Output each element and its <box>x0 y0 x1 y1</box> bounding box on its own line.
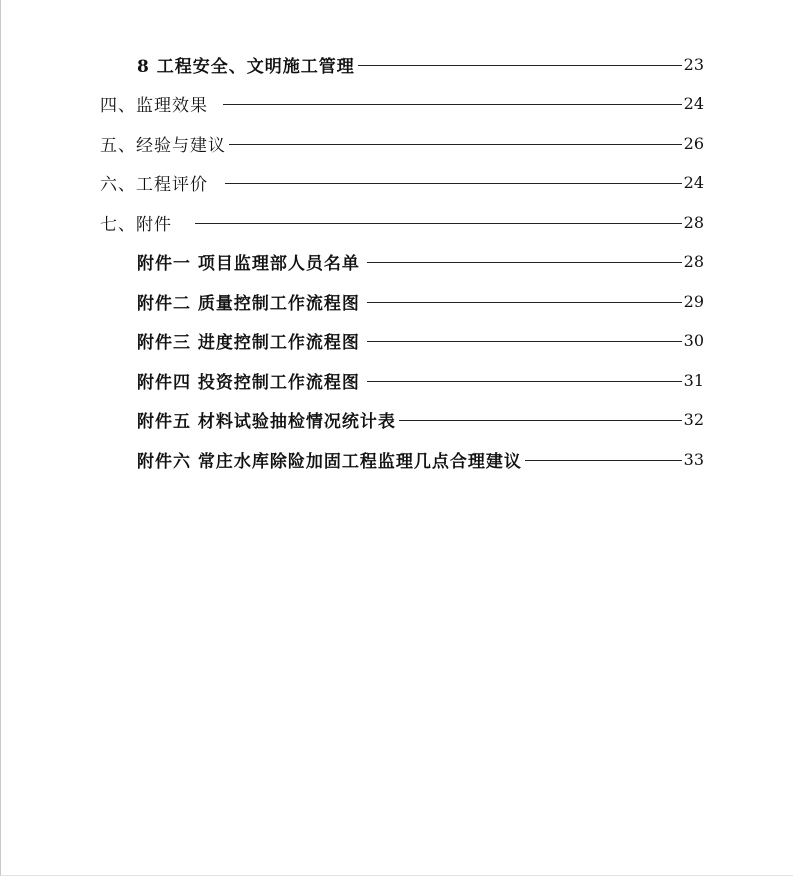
toc-leader-line <box>367 381 682 382</box>
toc-page-number: 32 <box>683 409 704 429</box>
toc-entry-label: 五、经验与建议 <box>100 135 226 156</box>
toc-leader-line <box>367 341 682 342</box>
toc-entry[interactable] <box>100 209 704 235</box>
toc-page-number: 26 <box>683 133 704 153</box>
toc-entry[interactable] <box>137 51 704 77</box>
toc-leader-line <box>223 104 682 105</box>
toc-entry[interactable] <box>100 169 704 195</box>
toc-page-number: 31 <box>683 370 704 390</box>
toc-page-number: 24 <box>683 172 704 192</box>
toc-page-number: 28 <box>683 251 704 271</box>
toc-page-number: 29 <box>683 291 704 311</box>
toc-leader-line <box>358 65 682 66</box>
toc-page-number: 33 <box>683 449 704 469</box>
toc-entry[interactable] <box>137 248 704 274</box>
toc-entry[interactable] <box>100 130 704 156</box>
toc-entry-label: 附件一 项目监理部人员名单 <box>137 253 360 274</box>
toc-page-number: 23 <box>683 54 704 74</box>
toc-leader-line <box>225 183 682 184</box>
toc-leader-line <box>195 223 682 224</box>
toc-entry-label: 8 工程安全、文明施工管理 <box>137 56 355 77</box>
toc-entry[interactable] <box>137 327 704 353</box>
toc-entry[interactable] <box>137 406 704 432</box>
toc-entry[interactable] <box>137 446 704 472</box>
toc-leader-line <box>367 302 682 303</box>
toc-entry-label: 六、工程评价 <box>100 174 208 195</box>
toc-leader-line <box>525 460 682 461</box>
toc-entry-label: 附件四 投资控制工作流程图 <box>137 372 360 393</box>
toc-entry-label: 附件三 进度控制工作流程图 <box>137 332 360 353</box>
toc-entry[interactable] <box>100 90 704 116</box>
toc-entry[interactable] <box>137 367 704 393</box>
toc-entry[interactable] <box>137 288 704 314</box>
toc-leader-line <box>399 420 682 421</box>
toc-page-number: 28 <box>683 212 704 232</box>
toc-entry-label: 附件二 质量控制工作流程图 <box>137 293 360 314</box>
toc-entry-label: 附件五 材料试验抽检情况统计表 <box>137 411 396 432</box>
toc-leader-line <box>367 262 682 263</box>
toc-leader-line <box>229 144 682 145</box>
toc-page-number: 30 <box>683 330 704 350</box>
toc-entry-label: 七、附件 <box>100 214 172 235</box>
toc-page-number: 24 <box>683 93 704 113</box>
toc-entry-label: 四、监理效果 <box>100 95 208 116</box>
toc-entry-label: 附件六 常庄水库除险加固工程监理几点合理建议 <box>137 451 522 472</box>
